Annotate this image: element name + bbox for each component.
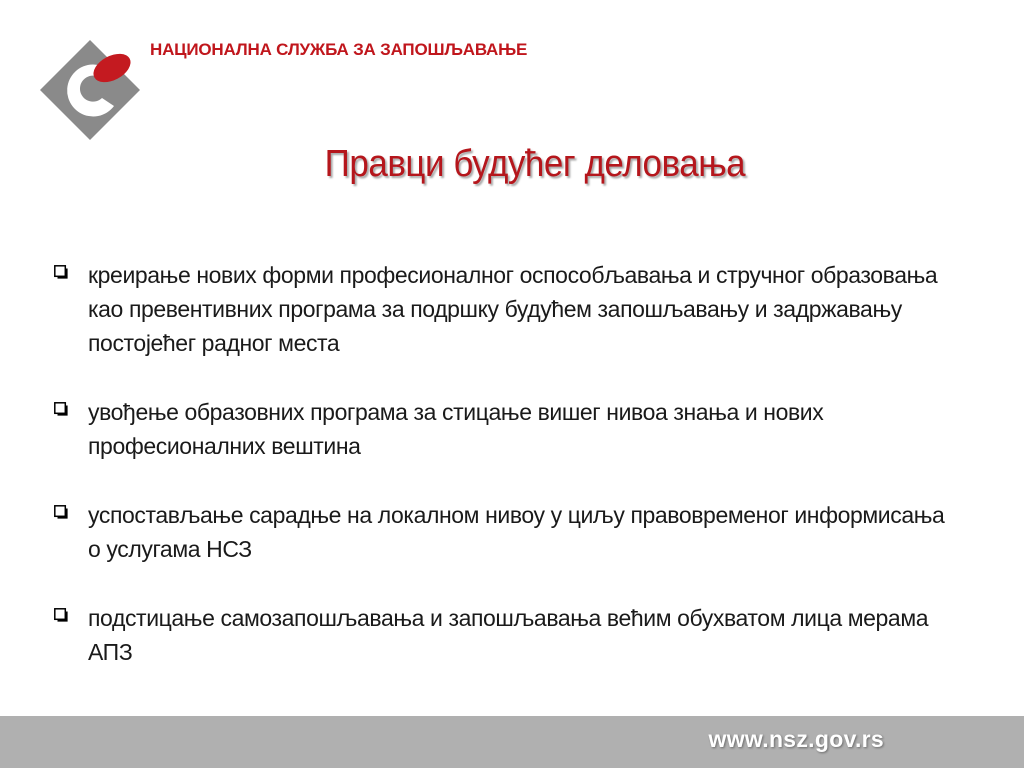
slide-title: Правци будућег деловања	[324, 143, 746, 185]
checkbox-square-icon	[54, 505, 68, 519]
bullet-item	[50, 498, 950, 566]
footer-bar	[0, 716, 1024, 768]
bullet-item	[50, 601, 950, 669]
organization-name: НАЦИОНАЛНА СЛУЖБА ЗА ЗАПОШЉАВАЊЕ	[150, 40, 528, 59]
bullet-text: креирање нових форми професионалног оспособљавања и стручног образовања као превентивних програма за подршку будућем запошљавању и задржавању постојећег радног места	[88, 262, 938, 356]
nsz-logo-icon	[40, 40, 140, 140]
checkbox-square-icon	[54, 608, 68, 622]
bullet-text: успостављање сарадње на локалном нивоу у циљу правовременог информисања о услугама НСЗ	[88, 502, 945, 562]
bullet-list	[50, 258, 950, 704]
bullet-text: увођење образовних програма за стицање вишег нивоа знања и нових професионалних вештина	[88, 399, 824, 459]
bullet-item	[50, 395, 950, 463]
bullet-item	[50, 258, 950, 360]
checkbox-square-icon	[54, 265, 68, 279]
bullet-text: подстицање самозапошљавања и запошљавања већим обухватом лица мерама АПЗ	[88, 605, 929, 665]
website-link[interactable]: www.nsz.gov.rs	[708, 726, 884, 752]
checkbox-square-icon	[54, 402, 68, 416]
